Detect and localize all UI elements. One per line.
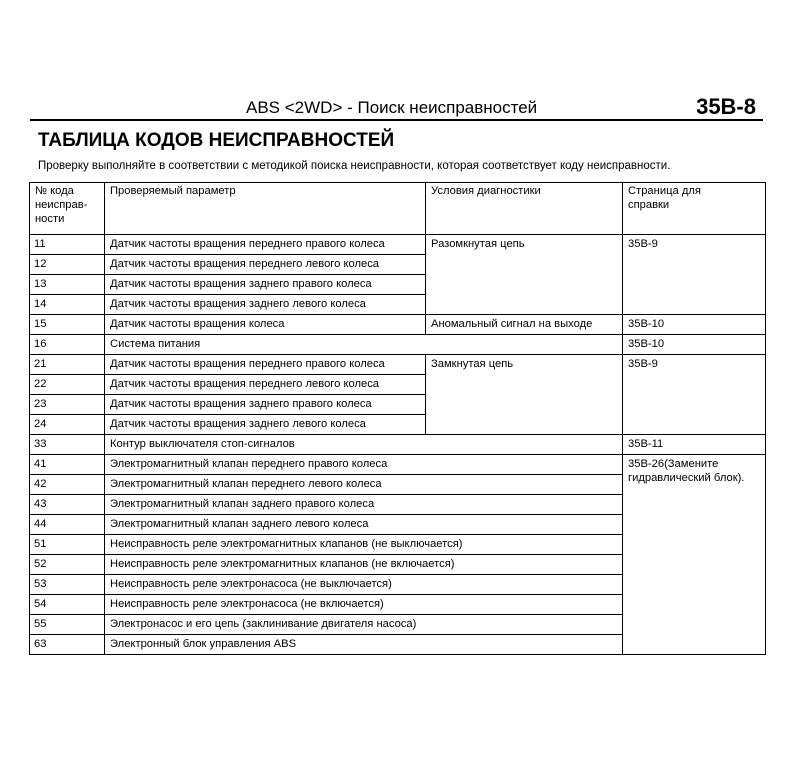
row-param: Датчик частоты вращения заднего левого колеса [105,295,426,315]
row-param: Датчик частоты вращения переднего правого колеса [105,235,426,255]
row-code: 44 [30,515,105,535]
col-header-code: № кода неисправ- ности [30,183,105,235]
row-param: Электромагнитный клапан заднего левого колеса [105,515,623,535]
table-row [30,235,766,255]
row-param: Неисправность реле электромагнитных клапанов (не выключается) [105,535,623,555]
header-rule [30,119,763,121]
header-page-number: 35B-8 [696,94,756,119]
row-code: 33 [30,435,105,455]
row-param: Система питания [105,335,623,355]
row-param: Датчик частоты вращения заднего левого колеса [105,415,426,435]
row-param: Контур выключателя стоп-сигналов [105,435,623,455]
ref-41-63: 35B-26(Замените гидравлический блок). [623,455,766,655]
row-code: 16 [30,335,105,355]
row-param: Датчик частоты вращения заднего правого колеса [105,395,426,415]
ref-21-24: 35B-9 [623,355,766,435]
row-param: Датчик частоты вращения колеса [105,315,426,335]
row-param: Электромагнитный клапан заднего правого колеса [105,495,623,515]
row-code: 42 [30,475,105,495]
table-row [30,335,766,355]
row-param: Неисправность реле электронасоса (не выключается) [105,575,623,595]
row-code: 43 [30,495,105,515]
table-row [30,435,766,455]
row-code: 54 [30,595,105,615]
condition-short-circuit: Замкнутая цепь [426,355,623,435]
ref-33: 35B-11 [623,435,766,455]
row-code: 21 [30,355,105,375]
table-header-row [30,183,766,235]
ref-11-14: 35B-9 [623,235,766,315]
ref-16: 35B-10 [623,335,766,355]
row-param: Датчик частоты вращения заднего правого колеса [105,275,426,295]
row-code: 51 [30,535,105,555]
table-row [30,355,766,375]
col-header-ref: Страница для справки [623,183,766,235]
col-header-param: Проверяемый параметр [105,183,426,235]
col-header-conditions: Условия диагностики [426,183,623,235]
row-param: Электромагнитный клапан переднего правого колеса [105,455,623,475]
row-code: 41 [30,455,105,475]
row-code: 53 [30,575,105,595]
row-code: 55 [30,615,105,635]
table-row [30,315,766,335]
row-code: 14 [30,295,105,315]
row-code: 24 [30,415,105,435]
document-title: ТАБЛИЦА КОДОВ НЕИСПРАВНОСТЕЙ [38,130,395,151]
row-code: 63 [30,635,105,655]
row-code: 22 [30,375,105,395]
row-param: Электронный блок управления ABS [105,635,623,655]
condition-open-circuit: Разомкнутая цепь [426,235,623,315]
row-param: Датчик частоты вращения переднего правого колеса [105,355,426,375]
row-param: Неисправность реле электромагнитных клапанов (не включается) [105,555,623,575]
row-param: Датчик частоты вращения переднего левого колеса [105,255,426,275]
fault-code-table [29,182,766,655]
row-param: Неисправность реле электронасоса (не включается) [105,595,623,615]
document-subtitle: Проверку выполняйте в соответствии с методикой поиска неисправности, которая соответствует коду неисправности. [38,160,671,172]
table-row [30,455,766,475]
condition-abnormal-signal: Аномальный сигнал на выходе [426,315,623,335]
row-param: Датчик частоты вращения переднего левого колеса [105,375,426,395]
row-code: 52 [30,555,105,575]
row-code: 12 [30,255,105,275]
row-code: 11 [30,235,105,255]
row-param: Электронасос и его цепь (заклинивание двигателя насоса) [105,615,623,635]
row-code: 15 [30,315,105,335]
row-code: 23 [30,395,105,415]
ref-15: 35B-10 [623,315,766,335]
row-param: Электромагнитный клапан переднего левого колеса [105,475,623,495]
row-code: 13 [30,275,105,295]
header-title: ABS <2WD> - Поиск неисправностей [246,98,538,117]
